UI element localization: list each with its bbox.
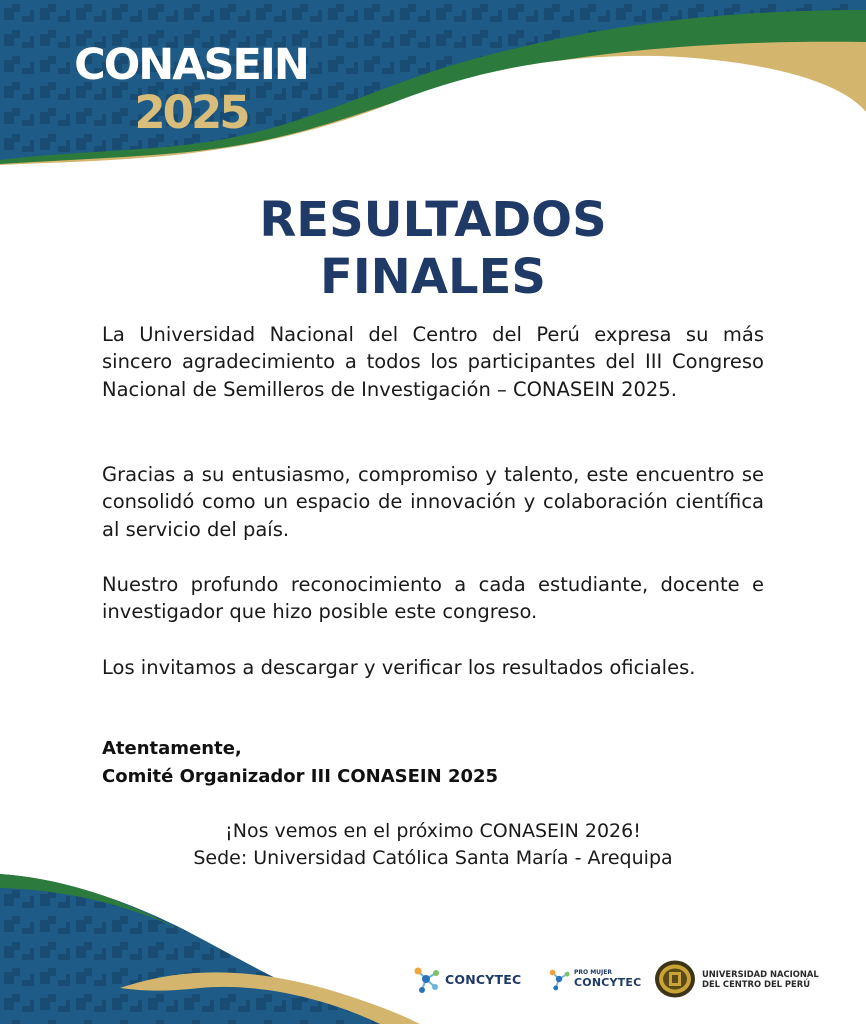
promujer-tag: PRO MUJER <box>574 968 613 976</box>
signature-block <box>102 735 764 791</box>
page-title <box>0 192 866 306</box>
concytec-network-icon <box>410 963 442 995</box>
logo-name: CONASEIN <box>74 40 308 90</box>
concytec-label: CONCYTEC <box>445 971 522 987</box>
paragraph-recognition: Nuestro profundo reconocimiento a cada estudiante, docente e investigador que hizo posible este congreso. <box>102 573 764 624</box>
title-line-1: RESULTADOS <box>259 192 607 248</box>
concytec-promujer-text <box>574 970 641 989</box>
conasein-logo <box>66 40 316 139</box>
paragraph-gratitude: La Universidad Nacional del Centro del Perú expresa su más sincero agradecimiento a todos los participantes del III Congreso Nacional de Semilleros de Investigación – CONASEIN 2025. <box>102 323 764 401</box>
logo-year: 2025 <box>134 86 248 139</box>
concytec-promujer-network-icon <box>546 966 572 992</box>
title-line-2: FINALES <box>320 249 546 305</box>
closing-next-event: ¡Nos vemos en el próximo CONASEIN 2026! <box>225 820 641 842</box>
paragraph-enthusiasm: Gracias a su entusiasmo, compromiso y talento, este encuentro se consolidó como un espacio de innovación y colaboración científica al servicio del país. <box>102 463 764 541</box>
uncp-name <box>702 969 819 989</box>
paragraph-invitation: Los invitamos a descargar y verificar los resultados oficiales. <box>102 656 696 679</box>
concytec-promujer-label: CONCYTEC <box>574 975 642 989</box>
uncp-name-line-2: DEL CENTRO DEL PERÚ <box>702 979 811 989</box>
uncp-shield-icon <box>654 959 696 999</box>
signature-committee: Comité Organizador III CONASEIN 2025 <box>102 766 499 787</box>
uncp-name-line-1: UNIVERSIDAD NACIONAL <box>702 969 819 979</box>
concytec-logo <box>410 955 521 1003</box>
closing-venue: Sede: Universidad Católica Santa María - Arequipa <box>193 847 673 869</box>
uncp-logo <box>654 955 819 1003</box>
concytec-promujer-logo <box>546 955 641 1003</box>
footer-banner <box>0 860 480 1024</box>
signature-salutation: Atentamente, <box>102 738 242 759</box>
